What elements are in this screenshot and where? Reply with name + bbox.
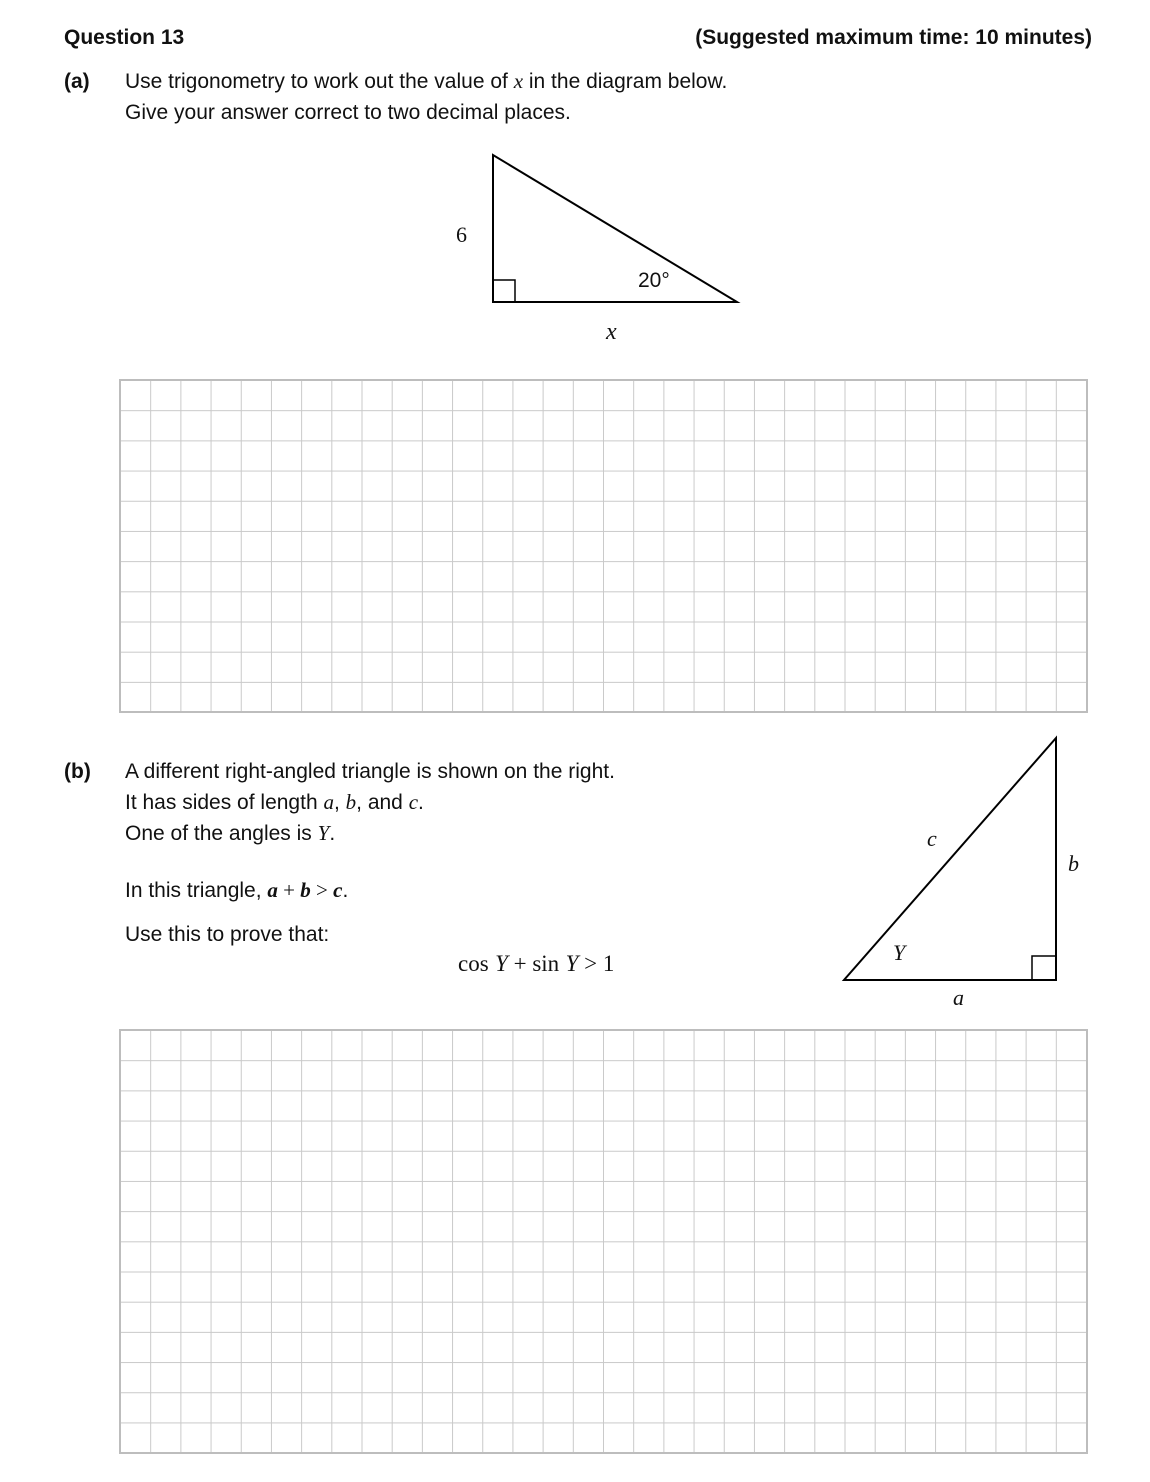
part-b-line2-pre: It has sides of length (125, 791, 318, 814)
ineq-gt: > (310, 878, 334, 902)
part-b-sep1: , (333, 791, 340, 814)
part-b-dot3: . (342, 879, 349, 902)
part-b-var-a: a (323, 790, 334, 814)
part-b-prove-instruction: Use this to prove that: (125, 923, 330, 946)
ineq-a: a (267, 878, 278, 902)
target-gt: > (578, 951, 603, 976)
triangle-b-hyp-label: c (927, 826, 937, 851)
triangle-b-diagram (0, 720, 1150, 1020)
part-a-var-x: x (513, 69, 524, 93)
target-Y2: Y (565, 951, 579, 976)
part-b-sep2: , and (356, 791, 403, 814)
triangle-a-side-label: 6 (456, 222, 467, 247)
answer-grid-b[interactable] (119, 1029, 1088, 1454)
triangle-b (844, 738, 1056, 980)
part-b-line4-pre: In this triangle, (125, 879, 262, 902)
part-b-label: (b) (64, 760, 91, 783)
ineq-c: c (333, 878, 343, 902)
question-title: Question 13 (64, 26, 185, 49)
part-b-var-b: b (345, 790, 357, 814)
ineq-plus: + (277, 878, 301, 902)
part-a-text-pre: Use trigonometry to work out the value of (125, 70, 508, 93)
triangle-b-angle-label: Y (893, 940, 906, 965)
triangle-a-angle-label: 20° (638, 269, 670, 292)
triangle-a (493, 155, 737, 302)
answer-grid-a[interactable] (119, 379, 1088, 713)
part-a-precision-note: Give your answer correct to two decimal places. (125, 101, 571, 124)
part-b-line1: A different right-angled triangle is shown on the right. (125, 760, 615, 783)
target-one: 1 (602, 951, 615, 976)
part-b-var-Y: Y (317, 821, 330, 845)
part-b-var-c: c (408, 790, 419, 814)
triangle-b-base-label: a (953, 985, 964, 1010)
part-b-dot2: . (329, 822, 336, 845)
triangle-a-base-label: x (606, 319, 617, 345)
suggested-time: (Suggested maximum time: 10 minutes) (695, 26, 1092, 49)
target-sin: sin (532, 951, 560, 976)
right-angle-marker-b (1032, 956, 1056, 980)
part-a-label: (a) (64, 70, 90, 93)
part-b-dot1: . (418, 791, 424, 814)
part-a-text-post: in the diagram below. (528, 70, 728, 93)
right-angle-marker-a (493, 280, 515, 302)
target-plus: + (507, 951, 533, 976)
target-cos: cos (458, 951, 489, 976)
target-Y1: Y (495, 951, 508, 976)
triangle-a-diagram (0, 0, 1150, 360)
triangle-b-side-label: b (1068, 851, 1079, 876)
part-b-line3-pre: One of the angles is (125, 822, 312, 845)
ineq-b: b (300, 878, 311, 902)
